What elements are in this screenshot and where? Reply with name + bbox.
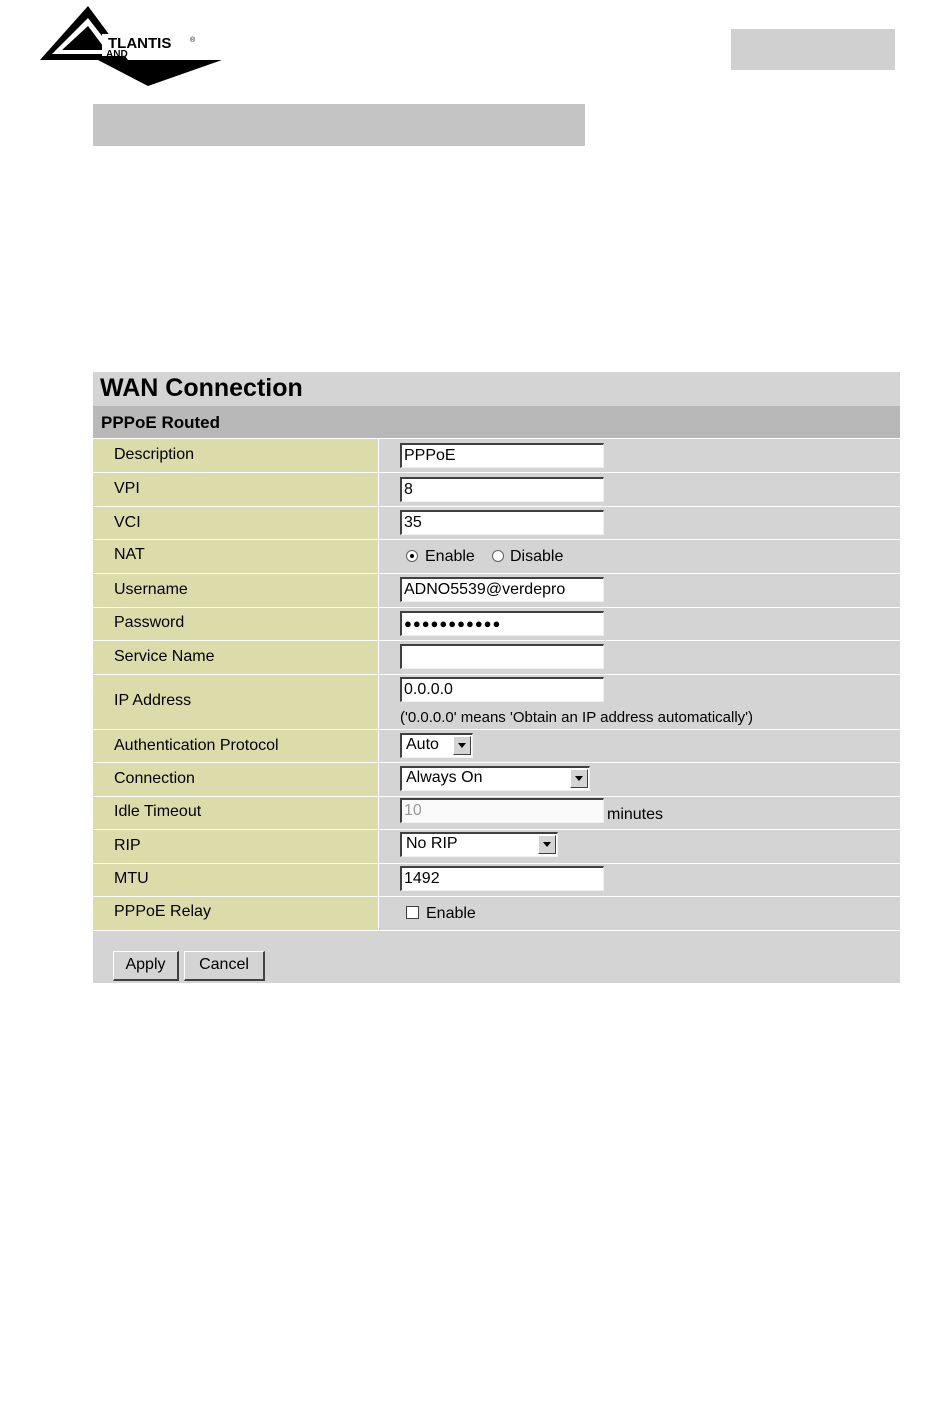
wan-connection-panel — [93, 372, 900, 982]
row-service-name — [93, 640, 900, 674]
rip-select[interactable] — [400, 832, 558, 857]
row-description — [93, 438, 900, 472]
nat-label: NAT — [114, 546, 145, 563]
auth-protocol-select[interactable] — [400, 733, 473, 758]
service-name-field[interactable] — [400, 644, 604, 669]
row-pppoe-relay — [93, 896, 900, 930]
idle-timeout-unit: minutes — [607, 806, 664, 823]
vpi-label: VPI — [114, 480, 140, 497]
apply-button[interactable]: Apply — [113, 951, 179, 981]
description-field[interactable]: PPPoE — [400, 443, 604, 468]
auth-protocol-label: Authentication Protocol — [114, 737, 279, 754]
chevron-down-icon[interactable] — [538, 835, 556, 854]
row-mtu — [93, 863, 900, 896]
panel-subtitle-bar — [93, 406, 900, 438]
chevron-down-icon[interactable] — [453, 736, 471, 755]
rip-value: No RIP — [406, 835, 458, 852]
row-connection — [93, 762, 900, 796]
row-vpi — [93, 472, 900, 506]
nat-disable-radio[interactable] — [492, 550, 504, 562]
connection-value: Always On — [406, 769, 483, 786]
nat-enable-radio[interactable] — [406, 550, 418, 562]
ip-address-label: IP Address — [114, 692, 192, 709]
svg-text:AND: AND — [106, 49, 128, 60]
username-label: Username — [114, 581, 188, 598]
nat-disable-label: Disable — [510, 548, 564, 565]
row-username — [93, 573, 900, 607]
row-ip-address — [93, 674, 900, 729]
header-gray-box — [731, 29, 895, 70]
svg-text:TLANTIS: TLANTIS — [108, 35, 172, 52]
ip-address-field[interactable]: 0.0.0.0 — [400, 677, 604, 702]
pppoe-relay-label: PPPoE Relay — [114, 903, 211, 920]
mtu-label: MTU — [114, 870, 149, 887]
vci-field[interactable]: 35 — [400, 510, 604, 535]
atlantis-land-logo — [38, 4, 224, 86]
row-rip — [93, 829, 900, 863]
vpi-field[interactable]: 8 — [400, 477, 604, 502]
row-nat — [93, 539, 900, 573]
pppoe-relay-enable-label: Enable — [426, 905, 476, 922]
panel-title: WAN Connection — [100, 374, 303, 402]
mtu-field[interactable]: 1492 — [400, 866, 604, 891]
idle-timeout-field[interactable]: 10 — [400, 798, 604, 823]
password-label: Password — [114, 614, 185, 631]
button-row — [93, 930, 900, 983]
pppoe-relay-checkbox[interactable] — [406, 906, 419, 919]
password-field[interactable]: ●●●●●●●●●●● — [400, 611, 604, 636]
cancel-button[interactable]: Cancel — [184, 951, 265, 981]
vci-label: VCI — [114, 514, 141, 531]
connection-select[interactable] — [400, 766, 590, 791]
section-title-box — [93, 104, 585, 146]
row-idle-timeout — [93, 796, 900, 829]
row-vci — [93, 506, 900, 539]
auth-protocol-value: Auto — [406, 736, 439, 753]
panel-subtitle: PPPoE Routed — [101, 413, 221, 432]
row-password — [93, 607, 900, 640]
connection-label: Connection — [114, 770, 195, 787]
username-field[interactable]: ADNO5539@verdepro — [400, 577, 604, 602]
nat-enable-label: Enable — [425, 548, 475, 565]
idle-timeout-label: Idle Timeout — [114, 803, 202, 820]
description-label: Description — [114, 446, 195, 463]
chevron-down-icon[interactable] — [570, 769, 588, 788]
service-name-label: Service Name — [114, 648, 215, 665]
svg-text:®: ® — [190, 37, 196, 44]
row-auth-protocol — [93, 729, 900, 762]
rip-label: RIP — [114, 837, 141, 854]
panel-title-bar — [93, 372, 900, 407]
ip-address-hint: ('0.0.0.0' means 'Obtain an IP address automatically') — [400, 709, 754, 726]
